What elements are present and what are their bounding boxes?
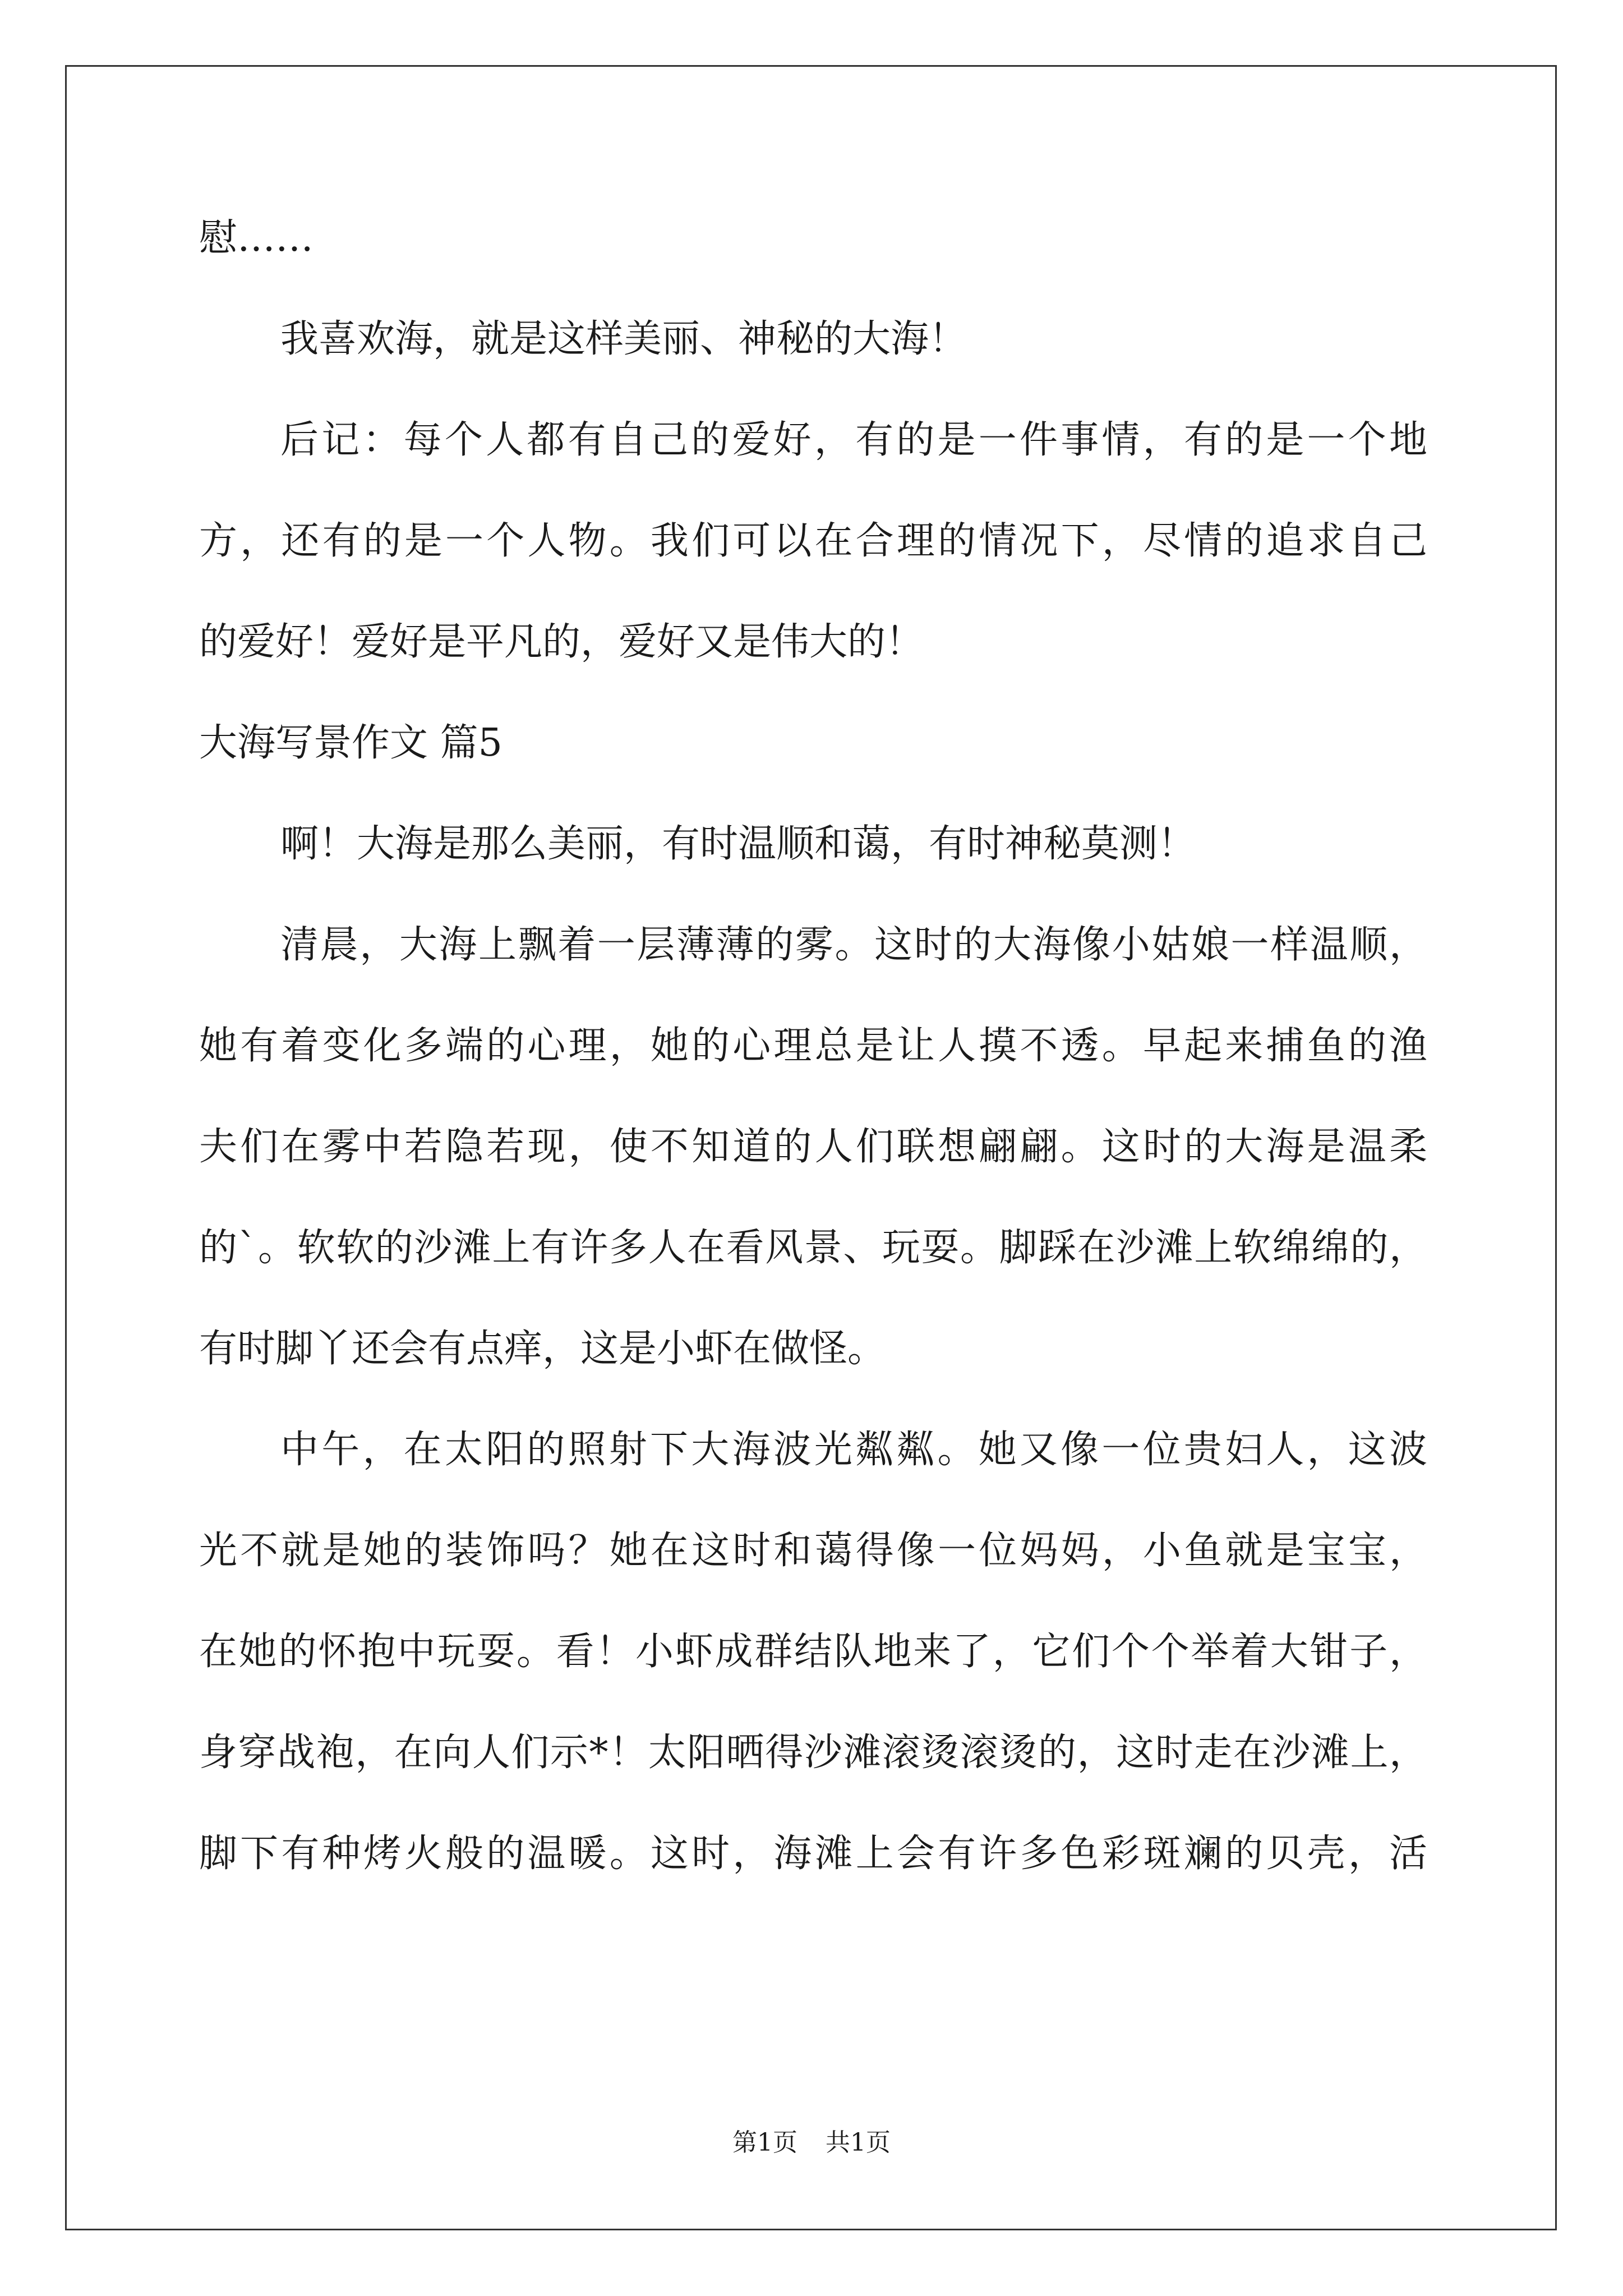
text-line: 的`。软软的沙滩上有许多人在看风景、玩耍。脚踩在沙滩上软绵绵的，: [199, 1226, 1427, 1270]
text-line: 她有着变化多端的心理，她的心理总是让人摸不透。早起来捕鱼的渔: [199, 1024, 1427, 1068]
text-line: 慰……: [199, 216, 314, 260]
text-line: 光不就是她的装饰吗？她在这时和蔼得像一位妈妈，小鱼就是宝宝，: [199, 1529, 1427, 1573]
page-footer: [0, 2126, 1623, 2160]
text-line: 清晨，大海上飘着一层薄薄的雾。这时的大海像小姑娘一样温顺，: [280, 923, 1427, 967]
text-line: 啊！大海是那么美丽，有时温顺和蔼，有时神秘莫测！: [280, 822, 1196, 866]
text-line: 中午，在太阳的照射下大海波光粼粼。她又像一位贵妇人，这波: [280, 1428, 1427, 1472]
text-line: 身穿战袍，在向人们示*！太阳晒得沙滩滚烫滚烫的，这时走在沙滩上，: [199, 1731, 1427, 1775]
text-line: 在她的怀抱中玩耍。看！小虾成群结队地来了，它们个个举着大钳子，: [199, 1630, 1427, 1674]
section-heading: 大海写景作文 篇5: [199, 721, 502, 765]
page-number: 第1页: [732, 2128, 797, 2157]
text-line: 我喜欢海，就是这样美丽、神秘的大海！: [280, 317, 967, 361]
text-line: 方，还有的是一个人物。我们可以在合理的情况下，尽情的追求自己: [199, 519, 1427, 563]
text-line: 有时脚丫还会有点痒，这是小虾在做怪。: [199, 1327, 886, 1371]
page-total: 共1页: [826, 2128, 891, 2157]
text-line: 后记：每个人都有自己的爱好，有的是一件事情，有的是一个地: [280, 418, 1427, 462]
text-line: 夫们在雾中若隐若现，使不知道的人们联想翩翩。这时的大海是温柔: [199, 1125, 1427, 1169]
text-line: 脚下有种烤火般的温暖。这时，海滩上会有许多色彩斑斓的贝壳，活: [199, 1832, 1427, 1876]
text-line: 的爱好！爱好是平凡的，爱好又是伟大的！: [199, 620, 924, 664]
